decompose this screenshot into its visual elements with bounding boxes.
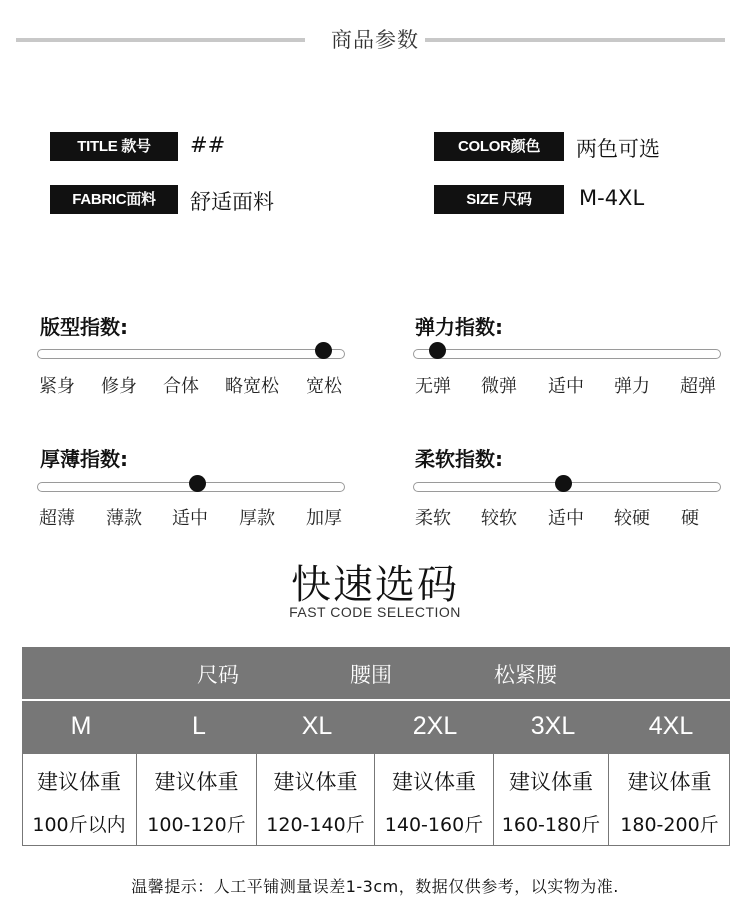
fit-index-track [37, 349, 345, 359]
param-value-fabric: 舒适面料 [190, 190, 274, 214]
thickness-index-option: 薄款 [106, 508, 142, 529]
stretch-index-option: 超弹 [680, 376, 716, 397]
weight-value-cell: 160-180斤 [501, 814, 601, 836]
fit-index-option: 略宽松 [225, 376, 279, 397]
stretch-index-title: 弹力指数: [415, 315, 503, 339]
fit-index-title: 版型指数: [40, 315, 128, 339]
header-elastic-waist-label: 松紧腰 [494, 663, 557, 687]
weight-label-cell: 建议体重 [273, 770, 358, 794]
weight-label-cell: 建议体重 [154, 770, 239, 794]
weight-value-cell: 100斤以内 [32, 814, 126, 836]
weight-value-cell: 140-160斤 [384, 814, 484, 836]
header-waist-label: 腰围 [350, 663, 392, 687]
fast-code-title: 快速选码 [291, 562, 459, 608]
size-cell: 4XL [648, 712, 694, 740]
param-label-title: TITLE 款号 [50, 132, 178, 161]
fit-index-knob [315, 342, 332, 359]
weight-label-cell: 建议体重 [37, 770, 121, 794]
param-value-size: M-4XL [579, 186, 645, 210]
param-label-fabric: FABRIC面料 [50, 185, 178, 214]
thickness-index-option: 加厚 [306, 508, 342, 529]
thickness-index-option: 适中 [172, 508, 208, 529]
size-cell: 3XL [530, 712, 576, 740]
fit-index-option: 紧身 [39, 376, 75, 397]
fit-index-option: 合体 [163, 376, 199, 397]
stretch-index-option: 适中 [548, 376, 584, 397]
thickness-index-option: 超薄 [39, 508, 75, 529]
param-value-title: ## [190, 133, 226, 157]
weight-value-cell: 100-120斤 [147, 814, 246, 836]
softness-index-option: 硬 [681, 508, 699, 529]
softness-index-title: 柔软指数: [415, 447, 503, 471]
softness-index-option: 适中 [548, 508, 584, 529]
header-size-label: 尺码 [197, 663, 239, 687]
softness-index-option: 较硬 [614, 508, 650, 529]
size-cell: M [70, 712, 92, 740]
weight-label-cell: 建议体重 [392, 770, 476, 794]
weight-value-cell: 180-200斤 [620, 814, 719, 836]
softness-index-option: 柔软 [415, 508, 451, 529]
measurement-tip: 温馨提示：人工平铺测量误差1-3cm，数据仅供参考，以实物为准. [131, 877, 619, 896]
size-cell: XL [301, 712, 333, 740]
size-cell: 2XL [412, 712, 458, 740]
stretch-index-track [413, 349, 721, 359]
weight-label-cell: 建议体重 [627, 770, 712, 794]
stretch-index-option: 无弹 [415, 376, 451, 397]
section-title: 商品参数 [331, 28, 419, 52]
stretch-index-option: 弹力 [614, 376, 650, 397]
weight-value-cell: 120-140斤 [266, 814, 365, 836]
weight-label-cell: 建议体重 [509, 770, 593, 794]
softness-index-option: 较软 [481, 508, 517, 529]
param-value-color: 两色可选 [576, 137, 660, 161]
fit-index-option: 修身 [101, 376, 137, 397]
fast-code-subtitle: FAST CODE SELECTION [289, 604, 461, 620]
stretch-index-option: 微弹 [481, 376, 517, 397]
fit-index-option: 宽松 [306, 376, 342, 397]
thickness-index-knob [189, 475, 206, 492]
thickness-index-title: 厚薄指数: [40, 447, 128, 471]
thickness-index-option: 厚款 [239, 508, 275, 529]
param-label-size: SIZE 尺码 [434, 185, 564, 214]
size-cell: L [192, 712, 206, 740]
param-label-color: COLOR颜色 [434, 132, 564, 161]
stretch-index-knob [429, 342, 446, 359]
